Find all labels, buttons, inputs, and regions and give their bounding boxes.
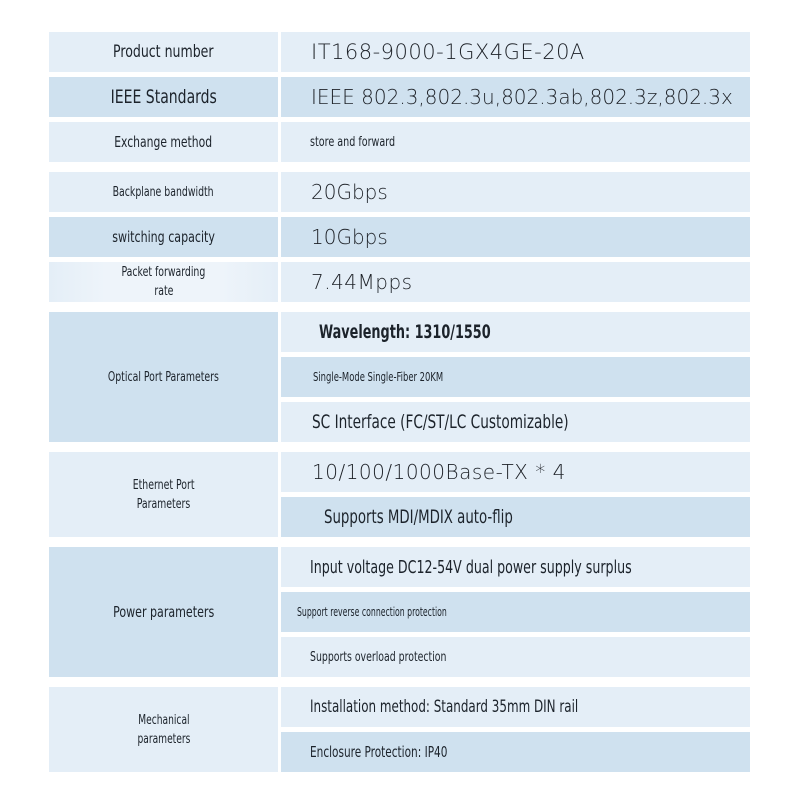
spec-group-label-line1: Ethernet Port [132,477,195,493]
spec-value-cell [281,637,750,677]
spec-group-label: Power parameters [112,603,215,621]
spec-label-line1: Packet forwarding [121,265,206,280]
spec-row-switching-capacity [49,217,750,257]
spec-value: 10/100/1000Base-TX * 4 [312,460,566,484]
spec-value-cell [281,452,750,492]
spec-row-backplane-bandwidth [49,172,750,212]
spec-value: Wavelength: 1310/1550 [319,321,491,343]
spec-label-line2: rate [153,284,173,299]
spec-value: Support reverse connection protection [297,605,447,619]
spec-group-label-line1: Mechanical [137,712,190,728]
spec-label-cell [49,32,278,72]
spec-value: Supports overload protection [310,649,447,665]
spec-row-packet-forwarding-rate [49,262,750,302]
spec-value: Installation method: Standard 35mm DIN rail [310,697,579,717]
spec-group-ethernet-port [49,452,750,537]
spec-value-cell [281,172,750,212]
spec-group-power [49,547,750,677]
spec-label: Exchange method [114,133,213,151]
spec-value-cell [281,357,750,397]
spec-label: Backplane bandwidth [113,184,214,200]
spec-value: SC Interface (FC/ST/LC Customizable) [312,411,569,433]
spec-value-cell [281,547,750,587]
spec-label-cell [49,122,278,162]
spec-group-label-cell [49,687,278,772]
spec-value-cell [281,402,750,442]
spec-label-cell [49,262,278,302]
spec-value: Single-Mode Single-Fiber 20KM [313,370,444,384]
spec-value: Supports MDI/MDIX auto-flip [324,506,513,528]
spec-group-label-cell [49,547,278,677]
spec-value: store and forward [310,134,396,150]
spec-label-cell [49,77,278,117]
spec-value: Enclosure Protection: IP40 [310,743,448,761]
spec-group-label-cell [49,312,278,442]
spec-value-cell [281,592,750,632]
spec-group-label: Optical Port Parameters [108,369,219,385]
spec-value: 10Gbps [311,225,388,249]
spec-label: Product number [113,42,214,62]
spec-value: 20Gbps [311,180,388,204]
spec-row-ieee-standards [49,77,750,117]
spec-value-cell [281,312,750,352]
spec-value-cell [281,262,750,302]
spec-label: IEEE Standards [110,86,217,108]
spec-row-exchange-method [49,122,750,162]
spec-group-label-line2: Parameters [136,496,191,512]
spec-row-product-number [49,32,750,72]
spec-value-cell [281,497,750,537]
spec-label-cell [49,217,278,257]
spec-value-cell [281,732,750,772]
spec-value: Input voltage DC12-54V dual power supply surplus [310,556,632,578]
spec-value: 7.44Mpps [311,270,413,294]
spec-value: IEEE 802.3,802.3u,802.3ab,802.3z,802.3x [311,85,733,109]
spec-group-label-line2: parameters [137,731,190,747]
spec-value-cell [281,217,750,257]
spec-value: IT168-9000-1GX4GE-20A [311,40,585,64]
spec-group-optical-port [49,312,750,442]
spec-value-cell [281,77,750,117]
spec-group-label-cell [49,452,278,537]
spec-value-cell [281,32,750,72]
spec-value-cell [281,687,750,727]
spec-label-cell [49,172,278,212]
spec-value-cell [281,122,750,162]
spec-group-mechanical [49,687,750,772]
spec-label: switching capacity [112,228,215,246]
